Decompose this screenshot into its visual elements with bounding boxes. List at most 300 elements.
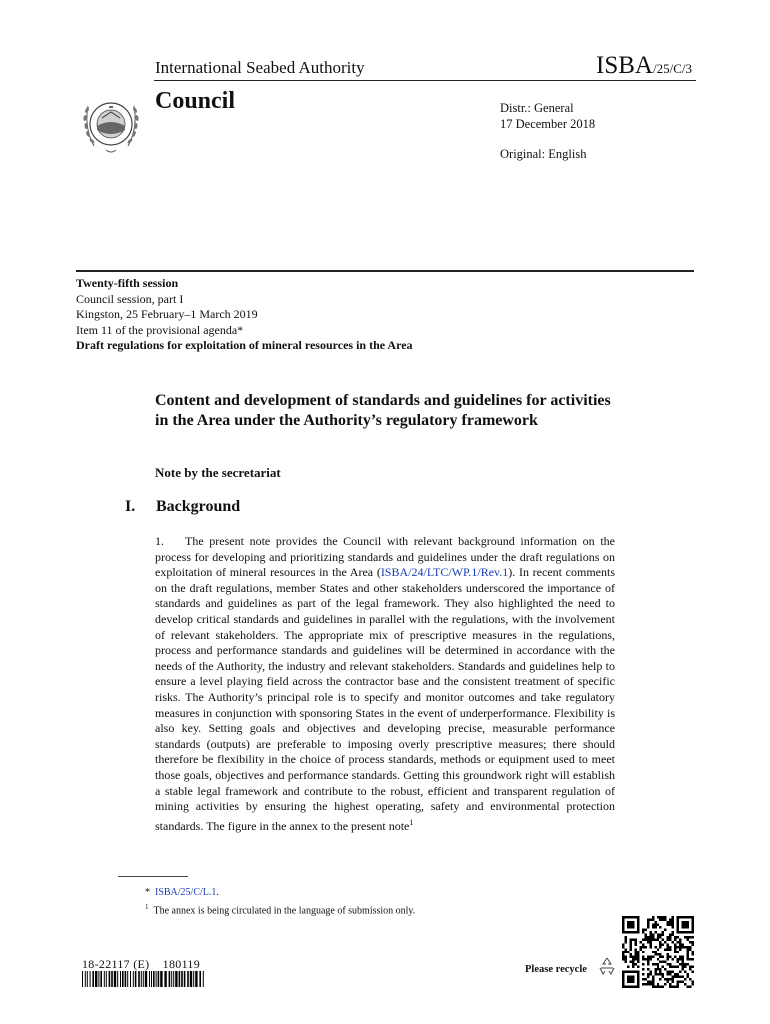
qr-cell	[669, 956, 671, 958]
qr-cell	[652, 951, 654, 953]
qr-cell	[677, 936, 679, 938]
qr-cell	[687, 951, 689, 953]
qr-cell	[692, 943, 694, 945]
qr-cell	[672, 933, 674, 935]
qr-cell	[684, 983, 686, 985]
qr-cell	[627, 976, 634, 983]
agenda-item: Item 11 of the provisional agenda*	[76, 322, 244, 337]
qr-cell	[659, 936, 661, 938]
barcode-bar	[138, 971, 140, 987]
qr-cell	[624, 948, 626, 950]
qr-cell	[649, 956, 651, 958]
qr-cell	[659, 946, 661, 948]
qr-cell	[662, 966, 664, 968]
qr-cell	[682, 976, 684, 978]
qr-cell	[679, 981, 681, 983]
qr-cell	[642, 973, 644, 975]
qr-cell	[629, 938, 631, 940]
qr-cell	[634, 963, 636, 965]
qr-cell	[622, 956, 624, 958]
qr-cell	[659, 956, 661, 958]
qr-cell	[649, 936, 651, 938]
qr-cell	[644, 933, 646, 935]
qr-cell	[644, 936, 646, 938]
barcode-bar	[160, 971, 162, 987]
footnote-1	[145, 901, 415, 917]
qr-cell	[654, 953, 656, 955]
qr-cell	[649, 933, 651, 935]
barcode-bar	[164, 971, 166, 987]
barcode-bar	[125, 971, 127, 987]
qr-cell	[664, 918, 666, 920]
qr-cell	[624, 936, 626, 938]
barcode-bar	[173, 971, 174, 987]
barcode-bar	[141, 971, 142, 987]
barcode-bar	[117, 971, 118, 987]
qr-cell	[662, 961, 664, 963]
qr-cell	[642, 978, 644, 980]
qr-cell	[677, 931, 694, 933]
barcode-bar	[184, 971, 186, 987]
qr-cell	[684, 971, 686, 973]
qr-cell	[667, 923, 669, 925]
qr-cell	[689, 968, 691, 970]
isa-emblem-icon	[76, 88, 146, 166]
header-rule	[154, 80, 696, 81]
qr-cell	[682, 961, 684, 963]
footnote-1-text: The annex is being circulated in the language of submission only.	[153, 905, 416, 917]
qr-cell	[677, 981, 679, 983]
paragraph-text-start: The present note provides the Council with relevant background information on the process for developing and prioritizing standards and guidelines under the draft regulations on exploitation of mineral resources in the Area (	[155, 534, 615, 580]
footnote-1-mark: 1	[145, 903, 149, 911]
qr-cell	[672, 926, 674, 928]
qr-cell	[667, 943, 669, 945]
barcode-bar	[203, 971, 204, 987]
barcode-bar	[82, 971, 83, 987]
qr-cell	[652, 956, 654, 958]
qr-cell	[657, 966, 659, 968]
qr-cell	[669, 986, 671, 988]
qr-cell	[687, 948, 689, 950]
qr-cell	[652, 918, 654, 920]
barcode-bar	[100, 971, 102, 987]
qr-cell	[654, 938, 656, 940]
qr-cell	[667, 958, 669, 960]
qr-cell	[672, 921, 674, 923]
qr-cell	[659, 918, 661, 920]
barcode-bar	[106, 971, 107, 987]
qr-cell	[659, 973, 661, 975]
qr-cell	[687, 946, 689, 948]
qr-cell	[632, 966, 634, 968]
qr-cell	[657, 986, 659, 988]
qr-cell	[647, 981, 649, 983]
qr-cell	[652, 938, 654, 940]
qr-cell	[657, 933, 659, 935]
qr-cell	[677, 973, 679, 975]
qr-cell	[682, 966, 684, 968]
qr-cell	[684, 978, 686, 980]
qr-cell	[657, 963, 659, 965]
paragraph-text-end: ). In recent comments on the draft regulations, member States and other stakeholders underscored the importance of standards and guidelines as part of the legal framework. They also highlighted the need to develop critical standards and guidelines in parallel with the regulations, with the involvement of relevant stakeholders. The appropriate mix of prescriptive measures in the regulations, process and performance standards and guidelines will be determined in accordance with the needs of the Authority, the industry and relevant stakeholders. Standards and guidelines help to ensure a level playing field across the contractor base and the consistent treatment of specific risks. The Authority’s principal role is to specify and monitor outcomes and take regulatory measures in conjunction with sponsoring States in the event of underperformance. Flexibility is also key. Setting goals and objectives and developing precise, measurable performance standards (outputs) are preferable to imposing overly prescriptive measures; there should therefore be flexibility in the choice of process standards, methods or equipment used to meet those goals, objectives and performance standards. Getting this groundwork right will establish a stable legal framework and contribute to the robust, efficient and transparent regulation of mining activities by ensuring the highest operating, safety and environmental protection standards. The figure in the annex to the present note	[155, 565, 616, 833]
qr-cell	[647, 973, 649, 975]
qr-cell	[622, 986, 639, 988]
qr-cell	[687, 976, 689, 978]
qr-cell	[634, 943, 636, 945]
qr-cell	[674, 946, 676, 948]
qr-cell	[682, 956, 684, 958]
qr-cell	[689, 958, 691, 960]
barcode-bar	[114, 971, 116, 987]
symbol-sub: /25/C/3	[652, 61, 692, 76]
footnote-reference[interactable]: 1	[409, 817, 414, 827]
agenda-title: Draft regulations for exploitation of mineral resources in the Area	[76, 338, 413, 352]
qr-cell	[677, 986, 679, 988]
qr-cell	[649, 938, 651, 940]
qr-cell	[629, 948, 631, 950]
qr-cell	[659, 971, 661, 973]
qr-cell	[679, 971, 681, 973]
qr-cell	[654, 951, 656, 953]
qr-cell	[649, 983, 651, 985]
qr-cell	[642, 943, 644, 945]
qr-cell	[692, 916, 694, 933]
qr-cell	[657, 923, 659, 925]
session-block	[76, 276, 416, 354]
qr-cell	[674, 951, 676, 953]
qr-cell	[644, 983, 646, 985]
qr-cell	[672, 986, 674, 988]
barcode-bar	[187, 971, 189, 987]
qr-cell	[659, 968, 661, 970]
qr-cell	[639, 941, 641, 943]
qr-cell	[667, 956, 669, 958]
qr-cell	[632, 958, 634, 960]
qr-cell	[627, 951, 629, 953]
barcode-bar	[179, 971, 181, 987]
qr-cell	[692, 971, 694, 973]
qr-cell	[647, 968, 649, 970]
qr-cell	[682, 946, 684, 948]
issue-date: 17 December 2018	[500, 117, 596, 131]
qr-cell	[692, 936, 694, 938]
barcode-icon	[82, 971, 206, 987]
barcode-bar	[171, 971, 172, 987]
footnote-star-end: .	[216, 887, 219, 898]
qr-cell	[674, 943, 676, 945]
qr-cell	[687, 936, 689, 938]
qr-cell	[659, 978, 661, 980]
qr-cell	[662, 933, 664, 935]
qr-cell	[672, 916, 674, 918]
document-title: Content and development of standards and guidelines for activities in the Area under the Authority’s regulatory framework	[155, 392, 611, 429]
qr-cell	[662, 943, 664, 945]
qr-cell	[664, 928, 666, 930]
qr-cell	[622, 971, 639, 973]
qr-cell	[667, 946, 669, 948]
qr-cell	[622, 916, 624, 933]
document-subtitle: Note by the secretariat	[155, 465, 281, 480]
qr-cell	[674, 936, 676, 938]
qr-cell	[637, 953, 639, 955]
qr-cell	[637, 958, 639, 960]
barcode-bar	[195, 971, 197, 987]
qr-cell	[659, 916, 661, 918]
barcode-bar	[87, 971, 88, 987]
qr-cell	[649, 931, 651, 933]
qr-cell	[634, 941, 636, 943]
qr-cell	[692, 983, 694, 985]
barcode-bar	[122, 971, 124, 987]
qr-cell	[689, 986, 691, 988]
qr-cell	[654, 926, 656, 928]
barcode-bar	[145, 971, 147, 987]
qr-cell	[634, 938, 636, 940]
qr-cell	[647, 926, 649, 928]
organization-name: International Seabed Authority	[155, 58, 365, 77]
distribution: Distr.: General	[500, 101, 574, 115]
qr-cell	[622, 971, 624, 988]
qr-cell	[682, 981, 684, 983]
barcode-bar	[169, 971, 171, 987]
qr-cell	[644, 946, 646, 948]
qr-cell	[639, 948, 641, 950]
qr-cell	[637, 971, 639, 988]
qr-cell	[662, 976, 664, 978]
qr-cell	[649, 941, 651, 943]
qr-cell	[674, 948, 676, 950]
qr-cell	[669, 921, 671, 923]
qr-cell	[679, 946, 681, 948]
footnote-star-link[interactable]: ISBA/25/C/L.1	[155, 887, 217, 898]
qr-cell	[652, 963, 654, 965]
qr-cell	[657, 936, 659, 938]
body-name: Council	[155, 88, 236, 114]
paragraph-1	[155, 534, 615, 834]
barcode-bar	[111, 971, 113, 987]
document-number: 18-22117 (E) 180119	[82, 957, 201, 971]
qr-cell	[667, 973, 669, 975]
qr-cell	[657, 953, 659, 955]
recycle-icon	[596, 955, 618, 977]
session-title: Twenty-fifth session	[76, 276, 179, 290]
qr-cell	[639, 946, 641, 948]
qr-cell	[654, 968, 656, 970]
qr-cell	[632, 956, 634, 958]
barcode-bar	[135, 971, 137, 987]
document-link[interactable]: ISBA/24/LTC/WP.1/Rev.1	[380, 565, 509, 580]
qr-cell	[622, 953, 624, 955]
qr-cell	[632, 938, 634, 940]
barcode-bar	[149, 971, 150, 987]
qr-cell	[669, 948, 671, 950]
document-symbol	[596, 52, 692, 80]
qr-cell	[672, 976, 674, 978]
barcode-bar	[199, 971, 201, 987]
qr-cell	[679, 976, 681, 978]
qr-cell	[672, 958, 674, 960]
qr-cell	[642, 963, 644, 965]
qr-cell	[689, 941, 691, 943]
barcode-bar	[92, 971, 94, 987]
barcode-bar	[156, 971, 157, 987]
distribution-block	[500, 100, 595, 162]
qr-cell	[667, 963, 669, 965]
qr-cell	[647, 938, 649, 940]
qr-cell	[652, 986, 654, 988]
qr-cell	[654, 963, 656, 965]
qr-cell	[649, 981, 651, 983]
qr-cell	[669, 971, 671, 973]
qr-cell	[667, 921, 669, 923]
qr-cell	[662, 973, 664, 975]
qr-cell	[649, 918, 651, 920]
qr-cell	[642, 958, 644, 960]
barcode-bar	[127, 971, 128, 987]
original-language: Original: English	[500, 147, 587, 161]
qr-cell	[669, 966, 671, 968]
qr-cell	[674, 966, 676, 968]
footnote-star-mark: *	[145, 887, 150, 898]
qr-cell	[662, 986, 664, 988]
qr-cell	[622, 946, 624, 948]
footnote-rule	[118, 876, 188, 877]
qr-cell	[669, 933, 671, 935]
qr-cell	[669, 946, 671, 948]
qr-cell	[649, 943, 651, 945]
qr-cell	[657, 958, 659, 960]
qr-cell	[677, 916, 694, 918]
qr-cell	[637, 916, 639, 933]
qr-cell	[679, 956, 681, 958]
qr-cell	[664, 941, 666, 943]
barcode-bar	[175, 971, 177, 987]
qr-cell	[657, 938, 659, 940]
qr-cell	[629, 941, 631, 943]
qr-cell	[687, 973, 689, 975]
qr-cell	[667, 936, 669, 938]
qr-cell	[647, 941, 649, 943]
qr-cell	[659, 953, 661, 955]
qr-cell	[687, 963, 689, 965]
barcode-bar	[85, 971, 86, 987]
qr-cell	[652, 916, 654, 918]
qr-cell	[672, 966, 674, 968]
qr-cell	[664, 983, 666, 985]
qr-cell	[634, 953, 636, 955]
qr-cell	[674, 986, 676, 988]
qr-cell	[652, 926, 654, 928]
qr-cell	[634, 951, 636, 953]
qr-cell	[657, 983, 659, 985]
qr-cell	[632, 961, 634, 963]
qr-cell	[679, 943, 681, 945]
qr-cell	[657, 948, 659, 950]
qr-cell	[692, 951, 694, 953]
qr-cell	[649, 973, 651, 975]
qr-cell	[659, 933, 661, 935]
qr-cell	[667, 981, 669, 983]
qr-cell	[647, 963, 649, 965]
qr-cell	[689, 978, 691, 980]
barcode-bar	[181, 971, 183, 987]
qr-code-icon	[622, 916, 694, 988]
qr-cell	[667, 971, 669, 973]
qr-cell	[669, 936, 671, 938]
barcode-bar	[133, 971, 134, 987]
footnote-star	[145, 886, 219, 899]
qr-cell	[637, 961, 639, 963]
barcode-bar	[143, 971, 144, 987]
qr-cell	[647, 958, 649, 960]
qr-cell	[677, 976, 679, 978]
qr-cell	[647, 976, 649, 978]
qr-cell	[652, 936, 654, 938]
barcode-bar	[120, 971, 121, 987]
qr-cell	[664, 948, 666, 950]
qr-cell	[622, 916, 639, 918]
qr-cell	[622, 943, 624, 945]
qr-cell	[674, 956, 676, 958]
qr-cell	[692, 953, 694, 955]
qr-cell	[689, 936, 691, 938]
session-place-dates: Kingston, 25 February–1 March 2019	[76, 307, 258, 321]
qr-cell	[692, 941, 694, 943]
qr-cell	[672, 941, 674, 943]
barcode-bar	[130, 971, 131, 987]
qr-cell	[649, 958, 651, 960]
qr-cell	[652, 981, 654, 983]
qr-cell	[687, 958, 689, 960]
qr-cell	[644, 958, 646, 960]
qr-cell	[669, 978, 671, 980]
qr-cell	[662, 938, 664, 940]
qr-cell	[677, 961, 679, 963]
qr-cell	[642, 956, 644, 958]
barcode-bar	[90, 971, 91, 987]
qr-cell	[649, 946, 651, 948]
barcode-bar	[190, 971, 192, 987]
qr-cell	[672, 981, 674, 983]
qr-cell	[677, 958, 679, 960]
qr-cell	[654, 946, 656, 948]
qr-cell	[692, 958, 694, 960]
qr-cell	[669, 963, 671, 965]
qr-cell	[654, 986, 656, 988]
qr-cell	[647, 983, 649, 985]
qr-cell	[657, 968, 659, 970]
qr-cell	[642, 946, 644, 948]
qr-cell	[647, 918, 649, 920]
qr-cell	[679, 963, 681, 965]
barcode-bar	[109, 971, 111, 987]
qr-cell	[664, 978, 666, 980]
qr-cell	[652, 978, 654, 980]
qr-cell	[644, 978, 646, 980]
qr-cell	[654, 921, 656, 923]
qr-cell	[677, 983, 679, 985]
qr-cell	[682, 921, 689, 928]
qr-cell	[634, 948, 636, 950]
qr-cell	[657, 973, 659, 975]
qr-cell	[629, 946, 631, 948]
qr-cell	[647, 923, 649, 925]
qr-cell	[674, 973, 676, 975]
qr-cell	[659, 926, 661, 928]
qr-cell	[652, 983, 654, 985]
qr-cell	[684, 946, 686, 948]
qr-cell	[624, 958, 626, 960]
